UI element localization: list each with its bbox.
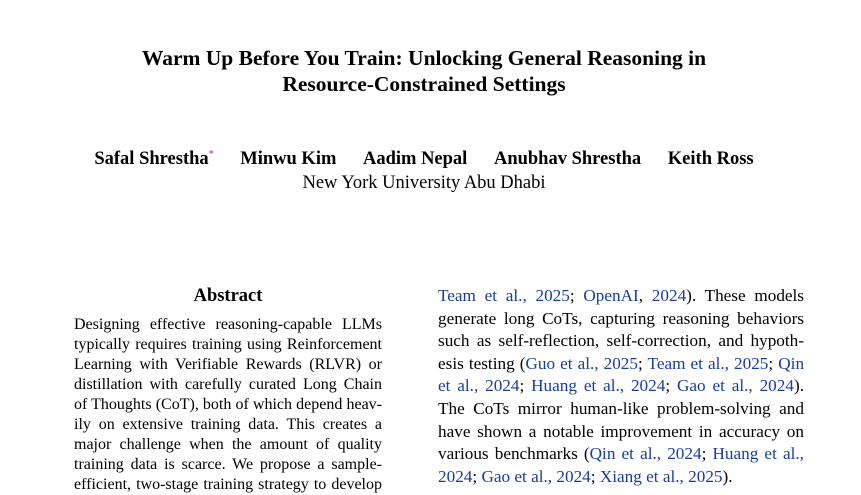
affiliation: New York University Abu Dhabi bbox=[302, 173, 546, 193]
abstract-line: Learning with Verifiable Rewards (RLVR) or bbox=[74, 356, 382, 373]
citation-link[interactable]: et al., 2024 bbox=[438, 376, 520, 396]
author-5: Keith Ross bbox=[667, 149, 754, 169]
abstract-line: distillation with carefully curated Long Chain bbox=[74, 376, 382, 393]
body-line: esis testing (Guo et al., 2025; Team et al., 2025; Qin bbox=[438, 353, 805, 373]
abstract-text bbox=[74, 315, 382, 495]
body-line: Team et al., 2025; OpenAI, 2024). These models bbox=[438, 286, 804, 305]
citation-link[interactable]: Team et al., 2025 bbox=[647, 353, 769, 373]
abstract-line: Designing effective reasoning-capable LLMs bbox=[74, 316, 382, 333]
paper-title bbox=[0, 45, 848, 97]
citation-link[interactable]: Gao et al., 2024 bbox=[676, 376, 794, 396]
paper-title-line-2: Resource-Constrained Settings bbox=[282, 72, 566, 96]
body-line: et al., 2024; Huang et al., 2024; Gao et al., 2024). bbox=[438, 376, 804, 396]
body-line: have shown a notable improvement in accuracy on bbox=[438, 421, 804, 441]
author-1-name: Safal Shrestha bbox=[94, 149, 209, 169]
abstract-line: major challenge when the amount of quality bbox=[74, 436, 382, 453]
intro-body-text bbox=[438, 285, 804, 488]
abstract-line: training data is scarce. We propose a sample- bbox=[74, 456, 382, 473]
citation-link[interactable]: 2024 bbox=[651, 286, 687, 305]
citation-link[interactable]: Guo et al., 2025 bbox=[525, 353, 638, 373]
author-3: Aadim Nepal bbox=[363, 149, 468, 169]
citation-link[interactable]: Gao et al., 2024 bbox=[481, 466, 591, 486]
citation-link[interactable]: 2024 bbox=[438, 466, 473, 486]
abstract-line: ily on extensive training data. This creates a bbox=[74, 416, 382, 433]
author-4: Anubhav Shrestha bbox=[493, 149, 642, 169]
corresponding-author-mark[interactable]: * bbox=[208, 148, 214, 160]
citation-link[interactable]: OpenAI bbox=[583, 286, 639, 305]
body-line: such as self-reflection, self-correction, and hypoth- bbox=[438, 331, 804, 351]
abstract-line: efficient, two-stage training strategy to develop bbox=[74, 476, 382, 493]
citation-link[interactable]: Xiang et al., 2025 bbox=[599, 466, 723, 486]
body-line: 2024; Gao et al., 2024; Xiang et al., 2025). bbox=[438, 466, 733, 486]
body-line: The CoTs mirror human-like problem-solving and bbox=[438, 398, 804, 418]
paper-title-line-1: Warm Up Before You Train: Unlocking General Reasoning in bbox=[141, 46, 707, 70]
author-list bbox=[0, 147, 848, 171]
abstract-line: of Thoughts (CoT), both of which depend heav- bbox=[74, 396, 382, 413]
citation-link[interactable]: Qin et al., 2024 bbox=[589, 444, 702, 464]
author-1 bbox=[94, 147, 213, 171]
citation-link[interactable]: Qin bbox=[778, 353, 805, 373]
citation-link[interactable]: Huang et al., bbox=[712, 444, 804, 464]
body-line: various benchmarks (Qin et al., 2024; Huang et al., bbox=[438, 444, 804, 464]
citation-link[interactable]: Huang et al., 2024 bbox=[531, 376, 666, 396]
citation-link[interactable]: Team et al., 2025 bbox=[438, 286, 570, 305]
author-2: Minwu Kim bbox=[240, 149, 337, 169]
abstract-line: typically requires training using Reinforcement bbox=[74, 336, 382, 353]
body-line: generate long CoTs, capturing reasoning behaviors bbox=[438, 308, 804, 328]
abstract-heading: Abstract bbox=[193, 286, 263, 306]
